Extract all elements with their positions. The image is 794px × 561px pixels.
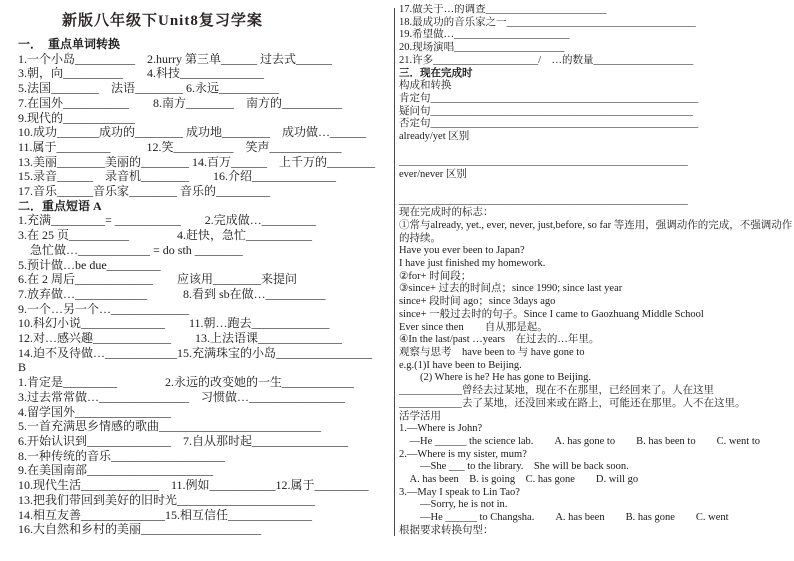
text-line: 13.把我们带回到美好的旧时光_______________________	[18, 492, 316, 507]
text-line: 19.希望做…______________________	[399, 29, 570, 41]
text-line: 11.属于_________ 12.笑__________ 笑声____________	[18, 139, 342, 154]
text-line: 21.许多____________________/ …的数量___________________	[399, 54, 694, 66]
text-line: I have just finished my homework.	[399, 258, 546, 270]
text-line: Have you ever been to Japan?	[399, 245, 525, 257]
text-line: 17.音乐______音乐家________ 音乐的_________	[18, 184, 271, 199]
text-line: 6.在 2 周后_____________ 应该用________来提问	[18, 272, 298, 287]
text-line: 5.一首充满思乡情感的歌曲___________________________	[18, 419, 322, 434]
text-line: (2) Where is he? He has gone to Beijing.	[399, 372, 591, 384]
text-line: 10.科幻小说______________ 11.朝…跑去_____________	[18, 316, 330, 331]
text-line: 3.朝，向__________ 4.科技______________	[18, 66, 265, 81]
text-line: 9.现代的____________	[18, 110, 136, 125]
text-line: 疑问句__________________________________________________	[399, 105, 693, 117]
text-line: 1.肯定是_________ 2.永远的改变她的一生____________	[18, 375, 355, 390]
text-line: 5.法国________ 法语________ 6.永远__________	[18, 81, 280, 96]
text-line: 急忙做…____________ = do sth ________	[18, 242, 243, 257]
text-line: 根据要求转换句型：	[399, 524, 494, 536]
text-line: 3.—May I speak to Lin Tao?	[399, 486, 520, 498]
text-line: ____________去了某地，还没回来或在路上，可能还在那里。人不在这里。	[399, 397, 746, 409]
text-line: 3.过去常常做…_______________ 习惯做…________________	[18, 389, 346, 404]
text-line: —Sorry, he is not in.	[399, 499, 508, 511]
text-line: 否定句___________________________________________________	[399, 118, 699, 130]
text-line: since+ 一般过去时的句子。Since I came to Gaozhuang Middle School	[399, 308, 704, 320]
text-line: already/yet 区别	[399, 131, 470, 143]
text-line	[399, 182, 793, 195]
text-line: —He ______ to Changsha. A. has been B. has gone C. went	[399, 512, 729, 524]
text-line: A. has been B. is going C. has gone D. will go	[399, 474, 639, 486]
text-line	[399, 144, 793, 157]
text-line: —She ___ to the library. She will be back soon.	[399, 461, 629, 473]
text-line: 5.预计做…be due_________	[18, 257, 161, 272]
left-column-lines	[18, 37, 392, 537]
text-line: 6.开始认识到______________ 7.自从那时起________________	[18, 433, 349, 448]
text-line: 14.相互友善______________15.相互信任______________	[18, 507, 313, 522]
text-line: 1.一个小岛__________ 2.hurry 第三单______ 过去式______	[18, 51, 332, 66]
text-line: 7.在国外___________ 8.南方________ 南方的__________	[18, 95, 343, 110]
text-line: 12.对…感兴趣_____________ 13.上法语课______________	[18, 331, 343, 346]
right-column	[399, 4, 793, 560]
text-line: since+ 段时间 ago；since 3days ago	[399, 296, 556, 308]
text-line: B	[18, 360, 27, 375]
text-line: 10.现代生活_____________ 11.例如___________12.属于_________	[18, 478, 369, 493]
text-line: 观察与思考 have been to 与 have gone to	[399, 346, 585, 358]
text-line: —He ______ the science lab. A. has gone to B. has been to C. went to	[399, 435, 761, 447]
text-line: 8.一种传统的音乐___________________	[18, 448, 226, 463]
text-line: e.g.(1)I have been to Beijing.	[399, 359, 522, 371]
text-line: 9.在美国南部_____________________	[18, 463, 214, 478]
text-line: 三．现在完成时	[399, 67, 473, 79]
text-line: _______________________________________________________	[399, 156, 688, 168]
text-line: 3.在 25 页__________ 4.赶快，急忙___________	[18, 228, 313, 243]
text-line: 现在完成时的标志：	[399, 207, 494, 219]
column-divider	[394, 8, 395, 536]
text-line: Ever since then 自从那是起。	[399, 321, 548, 333]
left-column	[18, 0, 392, 556]
text-line: ④In the last/past …years 在过去的…年里。	[399, 334, 600, 346]
text-line: 16.大自然和乡村的美丽____________________	[18, 522, 262, 537]
text-line: 17.做关于…的调查_______________________	[399, 4, 607, 15]
text-line: _______________________________________________________	[399, 194, 688, 206]
text-line: 15.录音______ 录音机________ 16.介绍______________	[18, 169, 337, 184]
text-line: ever/never 区别	[399, 169, 467, 181]
text-line: 构成和转换	[399, 80, 452, 92]
text-line: 9.一个…另一个…_____________	[18, 301, 190, 316]
text-line: 14.迫不及待做…____________15.充满珠宝的小岛________________	[18, 345, 373, 360]
text-line: 肯定句___________________________________________________	[399, 92, 699, 104]
text-line: 10.成功_______成功的________ 成功地________ 成功做…______	[18, 125, 367, 140]
text-line: ①常与already, yet., ever, never, just,before, so far 等连用，强调动作的完成，不强调动作	[399, 219, 793, 231]
text-line: 活学活用	[399, 410, 441, 422]
text-line: 20.现场演唱_____________________	[399, 42, 565, 54]
text-line: ②for+ 时间段；	[399, 270, 472, 282]
text-line: 18.最成功的音乐家之一____________________________________	[399, 16, 696, 28]
text-line: 一． 重点单词转换	[18, 37, 121, 51]
text-line: 1.—Where is John?	[399, 423, 483, 435]
text-line: 4.留学国外________________	[18, 404, 172, 419]
text-line: 1.充满_________= ___________ 2.完成做…_________	[18, 213, 316, 228]
page-title: 新版八年级下Unit8复习学案	[62, 13, 263, 29]
text-line: 二．重点短语 A	[18, 198, 102, 213]
text-line: 的持续。	[399, 232, 441, 244]
text-line: 7.放弃做…____________ 8.看到 sb在做…__________	[18, 286, 326, 301]
text-line: 13.美丽________美丽的________ 14.百万______ 上千万的________	[18, 154, 376, 169]
right-column-lines	[399, 4, 793, 538]
text-line: 2.—Where is my sister, mum?	[399, 448, 527, 460]
text-line: ③since+ 过去的时间点；since 1990; since last year	[399, 283, 623, 295]
text-line: ____________曾经去过某地，现在不在那里，已经回来了。人在这里	[399, 385, 714, 397]
